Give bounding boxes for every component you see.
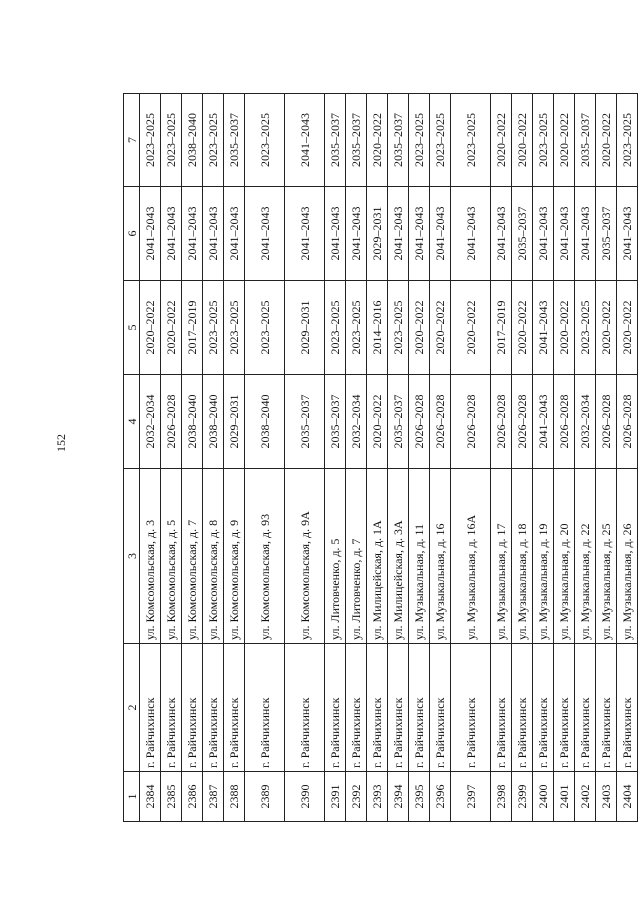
period-cell: 2023–2025 bbox=[245, 281, 285, 375]
period-cell: 2026–2028 bbox=[491, 375, 512, 469]
period-cell: 2029–2031 bbox=[285, 281, 325, 375]
address-cell: ул. Милицейская, д. 3А bbox=[388, 469, 409, 644]
period-cell: 2041–2043 bbox=[285, 94, 325, 187]
city-cell: г. Райчихинск bbox=[285, 644, 325, 772]
period-cell: 2020–2022 bbox=[617, 281, 638, 375]
period-cell: 2020–2022 bbox=[430, 281, 451, 375]
period-cell: 2041–2043 bbox=[430, 187, 451, 281]
period-cell: 2026–2028 bbox=[554, 375, 575, 469]
period-cell: 2041–2043 bbox=[285, 187, 325, 281]
period-cell: 2020–2022 bbox=[451, 281, 491, 375]
period-cell: 2035–2037 bbox=[285, 375, 325, 469]
city-cell: г. Райчихинск bbox=[182, 644, 203, 772]
period-cell: 2038–2040 bbox=[203, 375, 224, 469]
column-header: 4 bbox=[124, 375, 140, 469]
period-cell: 2017–2019 bbox=[182, 281, 203, 375]
city-cell: г. Райчихинск bbox=[346, 644, 367, 772]
row-number: 2396 bbox=[430, 772, 451, 822]
period-cell: 2020–2022 bbox=[512, 94, 533, 187]
table-row bbox=[617, 94, 638, 822]
period-cell: 2023–2025 bbox=[203, 281, 224, 375]
period-cell: 2041–2043 bbox=[409, 187, 430, 281]
period-cell: 2020–2022 bbox=[491, 94, 512, 187]
address-cell: ул. Комсомольская, д. 8 bbox=[203, 469, 224, 644]
period-cell: 2032–2034 bbox=[575, 375, 596, 469]
city-cell: г. Райчихинск bbox=[325, 644, 346, 772]
column-header: 6 bbox=[124, 187, 140, 281]
column-header: 2 bbox=[124, 644, 140, 772]
period-cell: 2020–2022 bbox=[409, 281, 430, 375]
period-cell: 2038–2040 bbox=[245, 375, 285, 469]
period-cell: 2035–2037 bbox=[388, 94, 409, 187]
period-cell: 2020–2022 bbox=[161, 281, 182, 375]
period-cell: 2041–2043 bbox=[533, 375, 554, 469]
period-cell: 2041–2043 bbox=[224, 187, 245, 281]
period-cell: 2023–2025 bbox=[430, 94, 451, 187]
period-cell: 2035–2037 bbox=[596, 187, 617, 281]
row-number: 2389 bbox=[245, 772, 285, 822]
city-cell: г. Райчихинск bbox=[161, 644, 182, 772]
period-cell: 2041–2043 bbox=[554, 187, 575, 281]
period-cell: 2020–2022 bbox=[367, 375, 388, 469]
period-cell: 2032–2034 bbox=[346, 375, 367, 469]
period-cell: 2035–2037 bbox=[224, 94, 245, 187]
table-row bbox=[182, 94, 203, 822]
period-cell: 2041–2043 bbox=[325, 187, 346, 281]
row-number: 2388 bbox=[224, 772, 245, 822]
period-cell: 2041–2043 bbox=[388, 187, 409, 281]
row-number: 2402 bbox=[575, 772, 596, 822]
period-cell: 2041–2043 bbox=[533, 187, 554, 281]
period-cell: 2026–2028 bbox=[512, 375, 533, 469]
page-number: 152 bbox=[54, 434, 68, 452]
city-cell: г. Райчихинск bbox=[430, 644, 451, 772]
address-cell: ул. Комсомольская, д. 7 bbox=[182, 469, 203, 644]
period-cell: 2020–2022 bbox=[512, 281, 533, 375]
row-number: 2384 bbox=[140, 772, 161, 822]
row-number: 2395 bbox=[409, 772, 430, 822]
address-cell: ул. Музыкальная, д. 25 bbox=[596, 469, 617, 644]
row-number: 2404 bbox=[617, 772, 638, 822]
city-cell: г. Райчихинск bbox=[451, 644, 491, 772]
table-row bbox=[140, 94, 161, 822]
row-number: 2392 bbox=[346, 772, 367, 822]
period-cell: 2041–2043 bbox=[575, 187, 596, 281]
row-number: 2400 bbox=[533, 772, 554, 822]
period-cell: 2026–2028 bbox=[161, 375, 182, 469]
row-number: 2394 bbox=[388, 772, 409, 822]
city-cell: г. Райчихинск bbox=[409, 644, 430, 772]
city-cell: г. Райчихинск bbox=[575, 644, 596, 772]
city-cell: г. Райчихинск bbox=[224, 644, 245, 772]
address-cell: ул. Музыкальная, д. 16А bbox=[451, 469, 491, 644]
city-cell: г. Райчихинск bbox=[617, 644, 638, 772]
address-cell: ул. Музыкальная, д. 20 bbox=[554, 469, 575, 644]
period-cell: 2035–2037 bbox=[346, 94, 367, 187]
table-row bbox=[285, 94, 325, 822]
table-row bbox=[575, 94, 596, 822]
city-cell: г. Райчихинск bbox=[140, 644, 161, 772]
table-row bbox=[367, 94, 388, 822]
table-row bbox=[346, 94, 367, 822]
column-header: 7 bbox=[124, 94, 140, 187]
period-cell: 2041–2043 bbox=[346, 187, 367, 281]
period-cell: 2026–2028 bbox=[617, 375, 638, 469]
column-header: 3 bbox=[124, 469, 140, 644]
city-cell: г. Райчихинск bbox=[203, 644, 224, 772]
period-cell: 2014–2016 bbox=[367, 281, 388, 375]
period-cell: 2023–2025 bbox=[140, 94, 161, 187]
row-number: 2397 bbox=[451, 772, 491, 822]
city-cell: г. Райчихинск bbox=[491, 644, 512, 772]
rotated-table-container bbox=[123, 94, 634, 822]
period-cell: 2041–2043 bbox=[182, 187, 203, 281]
table-row bbox=[554, 94, 575, 822]
period-cell: 2023–2025 bbox=[245, 94, 285, 187]
period-cell: 2020–2022 bbox=[596, 94, 617, 187]
table-row bbox=[245, 94, 285, 822]
period-cell: 2023–2025 bbox=[575, 281, 596, 375]
address-cell: ул. Музыкальная, д. 19 bbox=[533, 469, 554, 644]
address-cell: ул. Музыкальная, д. 11 bbox=[409, 469, 430, 644]
city-cell: г. Райчихинск bbox=[388, 644, 409, 772]
row-number: 2398 bbox=[491, 772, 512, 822]
period-cell: 2041–2043 bbox=[161, 187, 182, 281]
address-cell: ул. Музыкальная, д. 26 bbox=[617, 469, 638, 644]
address-cell: ул. Комсомольская, д. 93 bbox=[245, 469, 285, 644]
period-cell: 2035–2037 bbox=[325, 94, 346, 187]
column-header: 5 bbox=[124, 281, 140, 375]
period-cell: 2032–2034 bbox=[140, 375, 161, 469]
period-cell: 2035–2037 bbox=[512, 187, 533, 281]
address-cell: ул. Музыкальная, д. 16 bbox=[430, 469, 451, 644]
column-header: 1 bbox=[124, 772, 140, 822]
city-cell: г. Райчихинск bbox=[512, 644, 533, 772]
table-row bbox=[533, 94, 554, 822]
period-cell: 2026–2028 bbox=[451, 375, 491, 469]
period-cell: 2023–2025 bbox=[346, 281, 367, 375]
period-cell: 2026–2028 bbox=[430, 375, 451, 469]
address-cell: ул. Литовченко, д. 7 bbox=[346, 469, 367, 644]
period-cell: 2035–2037 bbox=[388, 375, 409, 469]
period-cell: 2023–2025 bbox=[161, 94, 182, 187]
address-cell: ул. Музыкальная, д. 18 bbox=[512, 469, 533, 644]
period-cell: 2041–2043 bbox=[491, 187, 512, 281]
period-cell: 2029–2031 bbox=[224, 375, 245, 469]
city-cell: г. Райчихинск bbox=[245, 644, 285, 772]
period-cell: 2041–2043 bbox=[533, 281, 554, 375]
period-cell: 2020–2022 bbox=[554, 281, 575, 375]
row-number: 2403 bbox=[596, 772, 617, 822]
address-cell: ул. Музыкальная, д. 17 bbox=[491, 469, 512, 644]
period-cell: 2020–2022 bbox=[596, 281, 617, 375]
period-cell: 2026–2028 bbox=[409, 375, 430, 469]
period-cell: 2020–2022 bbox=[140, 281, 161, 375]
period-cell: 2023–2025 bbox=[203, 94, 224, 187]
period-cell: 2041–2043 bbox=[245, 187, 285, 281]
address-cell: ул. Комсомольская, д. 3 bbox=[140, 469, 161, 644]
period-cell: 2023–2025 bbox=[409, 94, 430, 187]
address-cell: ул. Литовченко, д. 5 bbox=[325, 469, 346, 644]
table-row bbox=[161, 94, 182, 822]
city-cell: г. Райчихинск bbox=[367, 644, 388, 772]
table-row bbox=[512, 94, 533, 822]
table-row bbox=[451, 94, 491, 822]
row-number: 2386 bbox=[182, 772, 203, 822]
period-cell: 2023–2025 bbox=[533, 94, 554, 187]
period-cell: 2041–2043 bbox=[451, 187, 491, 281]
period-cell: 2020–2022 bbox=[554, 94, 575, 187]
row-number: 2393 bbox=[367, 772, 388, 822]
period-cell: 2038–2040 bbox=[182, 375, 203, 469]
period-cell: 2023–2025 bbox=[451, 94, 491, 187]
period-cell: 2023–2025 bbox=[325, 281, 346, 375]
housing-repair-schedule-table bbox=[123, 93, 638, 822]
period-cell: 2038–2040 bbox=[182, 94, 203, 187]
period-cell: 2035–2037 bbox=[575, 94, 596, 187]
table-row bbox=[596, 94, 617, 822]
city-cell: г. Райчихинск bbox=[554, 644, 575, 772]
period-cell: 2029–2031 bbox=[367, 187, 388, 281]
table-header-row bbox=[124, 94, 140, 822]
period-cell: 2026–2028 bbox=[596, 375, 617, 469]
period-cell: 2041–2043 bbox=[203, 187, 224, 281]
period-cell: 2035–2037 bbox=[325, 375, 346, 469]
table-row bbox=[491, 94, 512, 822]
city-cell: г. Райчихинск bbox=[596, 644, 617, 772]
table-row bbox=[409, 94, 430, 822]
table-row bbox=[203, 94, 224, 822]
period-cell: 2020–2022 bbox=[367, 94, 388, 187]
row-number: 2401 bbox=[554, 772, 575, 822]
period-cell: 2041–2043 bbox=[140, 187, 161, 281]
period-cell: 2023–2025 bbox=[224, 281, 245, 375]
period-cell: 2041–2043 bbox=[617, 187, 638, 281]
address-cell: ул. Музыкальная, д. 22 bbox=[575, 469, 596, 644]
row-number: 2385 bbox=[161, 772, 182, 822]
row-number: 2390 bbox=[285, 772, 325, 822]
period-cell: 2023–2025 bbox=[617, 94, 638, 187]
table-row bbox=[325, 94, 346, 822]
address-cell: ул. Милицейская, д. 1А bbox=[367, 469, 388, 644]
address-cell: ул. Комсомольская, д. 5 bbox=[161, 469, 182, 644]
period-cell: 2023–2025 bbox=[388, 281, 409, 375]
table-row bbox=[430, 94, 451, 822]
address-cell: ул. Комсомольская, д. 9 bbox=[224, 469, 245, 644]
table-row bbox=[388, 94, 409, 822]
city-cell: г. Райчихинск bbox=[533, 644, 554, 772]
period-cell: 2017–2019 bbox=[491, 281, 512, 375]
row-number: 2399 bbox=[512, 772, 533, 822]
address-cell: ул. Комсомольская, д. 9А bbox=[285, 469, 325, 644]
table-row bbox=[224, 94, 245, 822]
row-number: 2387 bbox=[203, 772, 224, 822]
row-number: 2391 bbox=[325, 772, 346, 822]
